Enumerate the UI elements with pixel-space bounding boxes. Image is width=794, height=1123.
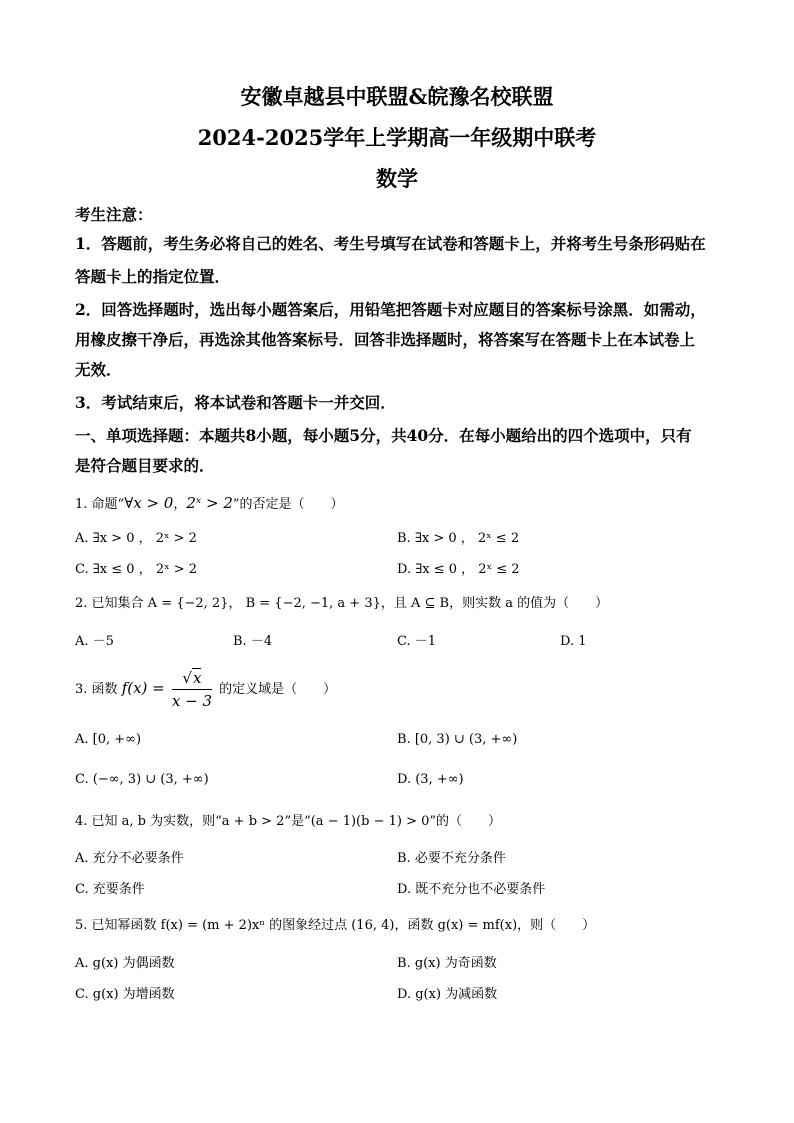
question-5-option-c: C. g(x) 为增函数 <box>75 987 175 1002</box>
question-3-fraction <box>172 668 212 711</box>
question-2-option-d: D. 1 <box>560 634 587 649</box>
exam-title-alliance: 安徽卓越县中联盟&皖豫名校联盟 <box>240 84 554 109</box>
question-3-denominator: x − 3 <box>171 692 212 710</box>
question-3-option-d: D. (3, +∞) <box>397 772 464 787</box>
question-3-option-a: A. [0, +∞) <box>75 732 142 747</box>
question-3-option-c: C. (−∞, 3) ∪ (3, +∞) <box>75 772 209 787</box>
notice-item-1b: 答题卡上的指定位置． <box>75 267 231 286</box>
notice-item-1a: 1．答题前，考生务必将自己的姓名、考生号填写在试卷和答题卡上，并将考生号条形码贴在 <box>75 234 706 253</box>
question-3-option-b: B. [0, 3) ∪ (3, +∞) <box>397 732 518 747</box>
question-5-option-a: A. g(x) 为偶函数 <box>75 956 175 971</box>
question-5-option-b: B. g(x) 为奇函数 <box>397 956 497 971</box>
question-4-stem: 4. 已知 a, b 为实数，则“a + b > 2”是“(a − 1)(b − 1) > 0”的（ ） <box>75 814 502 829</box>
question-5-option-d: D. g(x) 为减函数 <box>397 987 498 1002</box>
question-1-math-2: 2ˣ > 2 <box>186 494 233 512</box>
notice-heading: 考生注意： <box>75 205 153 224</box>
question-4-option-a: A. 充分不必要条件 <box>75 851 184 866</box>
question-3-numerator: √x <box>172 668 212 690</box>
notice-item-2c: 无效． <box>75 360 122 379</box>
question-1-math-1: ∀x > 0 <box>124 494 174 512</box>
notice-item-3: 3．考试结束后，将本试卷和答题卡一并交回． <box>75 393 396 412</box>
section-1-heading-cont: 是符合题目要求的． <box>75 456 215 475</box>
question-2-option-b: B. －4 <box>233 634 273 649</box>
notice-item-2b: 用橡皮擦干净后，再选涂其他答案标号．回答非选择题时，将答案写在答题卡上在本试卷上 <box>75 330 696 349</box>
question-4-option-d: D. 既不充分也不必要条件 <box>397 882 546 897</box>
question-3-stem <box>75 668 336 711</box>
question-2-option-c: C. －1 <box>397 634 437 649</box>
question-1-stem <box>75 494 344 514</box>
question-2-stem: 2. 已知集合 A = {−2, 2}， B = {−2, −1, a + 3}，且 A ⊆ B，则实数 a 的值为（ ） <box>75 596 609 611</box>
question-5-stem: 5. 已知幂函数 f(x) = (m + 2)xⁿ 的图象经过点 (16, 4)，函数 g(x) = mf(x)，则（ ） <box>75 918 596 933</box>
question-1-suffix: ”的否定是（ ） <box>232 497 344 512</box>
question-3-function: f(x) = <box>121 679 165 697</box>
question-1-option-d: D. ∃x ≤ 0 ， 2ˣ ≤ 2 <box>397 562 520 577</box>
question-3-suffix: 的定义域是（ ） <box>219 682 337 697</box>
question-1-option-b: B. ∃x > 0 ， 2ˣ ≤ 2 <box>397 531 520 546</box>
question-1-prefix: 1. 命题“ <box>75 497 125 512</box>
exam-title-term: 2024-2025学年上学期高一年级期中联考 <box>197 125 597 150</box>
question-1-sep: ， <box>173 497 187 512</box>
question-2-option-a: A. －5 <box>75 634 114 649</box>
question-3-prefix: 3. 函数 <box>75 682 118 697</box>
question-3-radicand: x <box>192 669 202 687</box>
question-4-option-b: B. 必要不充分条件 <box>397 851 506 866</box>
question-1-option-a: A. ∃x > 0 ， 2ˣ > 2 <box>75 531 197 546</box>
notice-item-2a: 2．回答选择题时，选出每小题答案后，用铅笔把答题卡对应题目的答案标号涂黑．如需动， <box>75 300 706 319</box>
question-1-option-c: C. ∃x ≤ 0 ， 2ˣ > 2 <box>75 562 198 577</box>
question-4-option-c: C. 充要条件 <box>75 882 145 897</box>
exam-title-subject: 数学 <box>376 166 418 191</box>
section-1-heading: 一、单项选择题：本题共8小题，每小题5分，共40分．在每小题给出的四个选项中，只有 <box>75 426 692 445</box>
